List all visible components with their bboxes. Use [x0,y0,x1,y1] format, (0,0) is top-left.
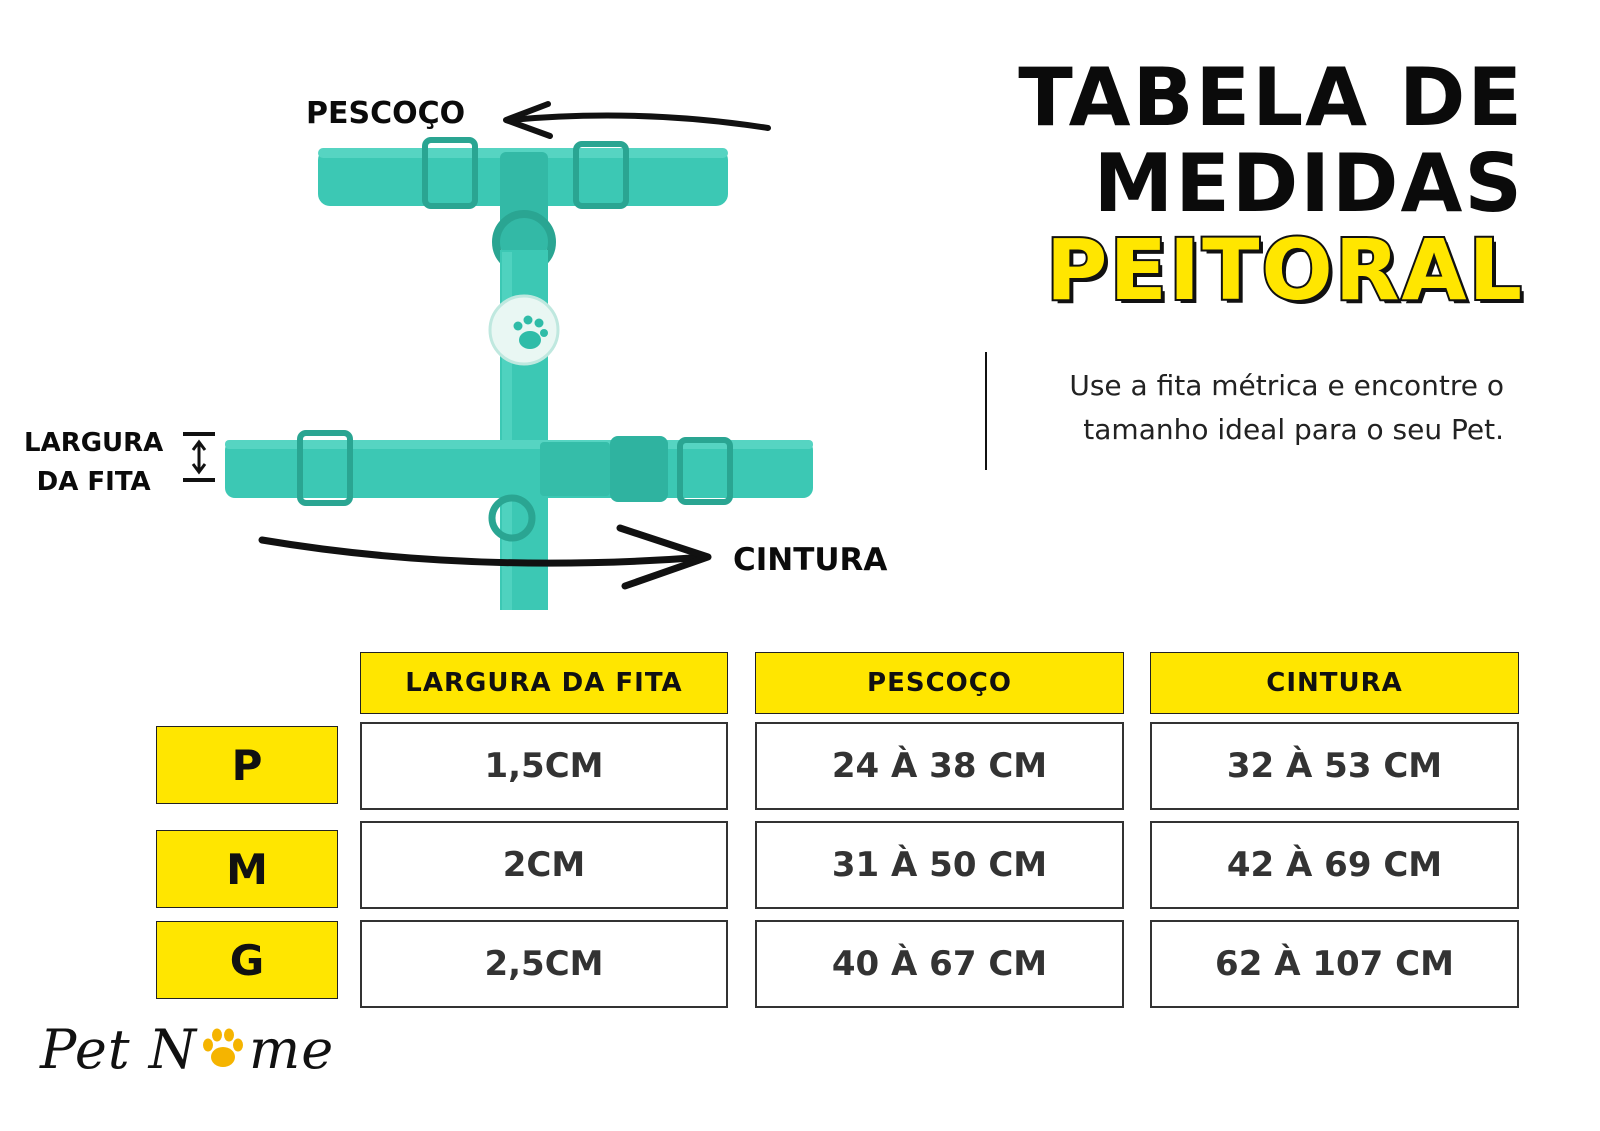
table-cell: 40 À 67 CM [755,920,1124,1008]
table-cell: 62 À 107 CM [1150,920,1519,1008]
brand-text-2: me [248,1018,335,1081]
waist-label: CINTURA [733,542,888,578]
harness-illustration [0,0,900,620]
width-marker-icon [183,434,215,480]
header-waist: CINTURA [1150,652,1519,714]
table-cell: 24 À 38 CM [755,722,1124,810]
waist-arrow-icon [262,528,708,586]
table-cell: 2CM [360,821,728,909]
center-strap [496,152,552,610]
description-line-1: Use a fita métrica e encontre o [1069,369,1504,402]
brand-text-1: Pet N [40,1018,197,1081]
header-neck: PESCOÇO [755,652,1124,714]
table-cell: 31 À 50 CM [755,821,1124,909]
table-cell: 32 À 53 CM [1150,722,1519,810]
width-label-line-1: LARGURA [24,428,164,458]
paw-badge-icon [490,296,558,364]
size-p: P [156,726,338,804]
width-label-line-2: DA FITA [36,467,151,497]
neck-label: PESCOÇO [306,96,466,131]
table-cell: 2,5CM [360,920,728,1008]
title-line-2: MEDIDAS [1093,137,1524,230]
width-label [24,424,163,502]
header-tape-width: LARGURA DA FITA [360,652,728,714]
title-line-3: PEITORAL [1045,221,1524,319]
description-line-2: tamanho ideal para o seu Pet. [1083,413,1504,446]
table-cell: 1,5CM [360,722,728,810]
brand-logo [40,1018,334,1081]
description [984,364,1504,452]
size-g: G [156,921,338,999]
neck-arrow-icon [506,104,768,136]
size-m: M [156,830,338,908]
title-line-1: TABELA DE [1018,51,1524,144]
paw-icon [199,1026,247,1072]
table-cell: 42 À 69 CM [1150,821,1519,909]
